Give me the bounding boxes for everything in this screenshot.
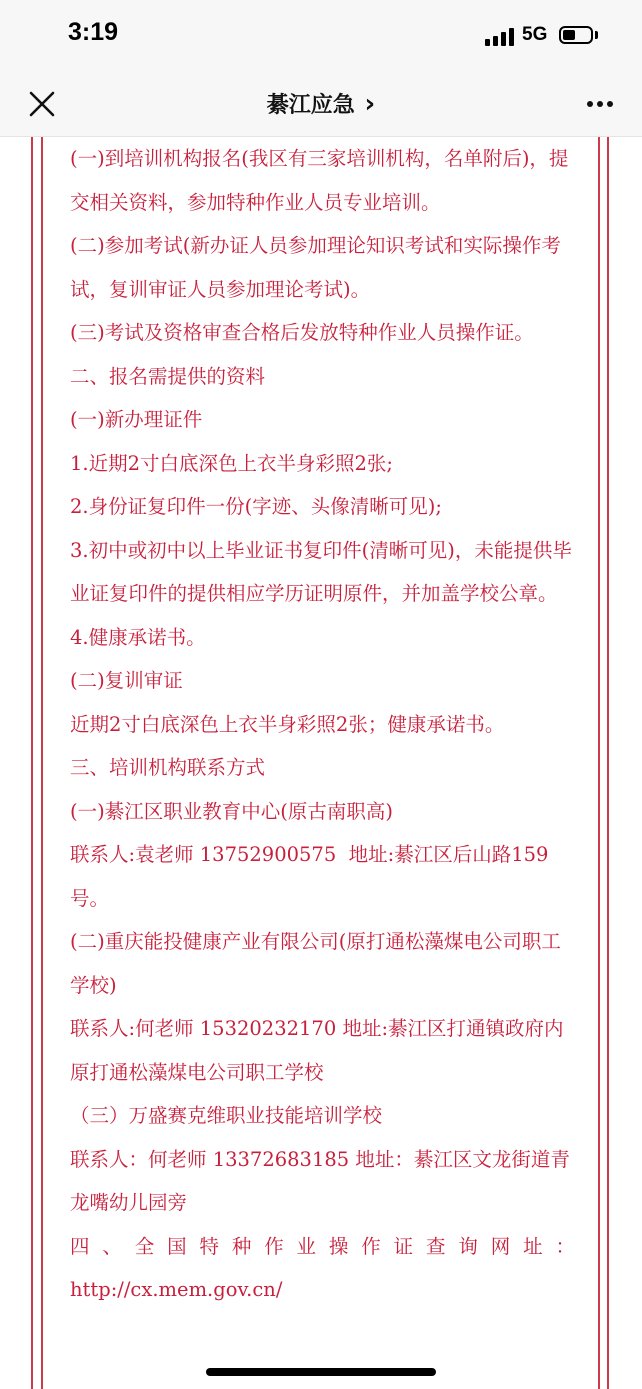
signal-strength-icon: [485, 28, 515, 46]
account-title-link[interactable]: [266, 89, 376, 119]
nav-bar: [0, 72, 642, 137]
frame-border-right-inner: [598, 137, 600, 1389]
query-website-url[interactable]: http://cx.mem.gov.cn/: [70, 1278, 283, 1301]
battery-icon: [559, 26, 593, 44]
institution-3-name: （三）万盛赛克维职业技能培训学校: [70, 1104, 383, 1127]
close-icon[interactable]: [26, 88, 58, 120]
article-text: [70, 137, 575, 1312]
chevron-right-icon: ›: [364, 89, 376, 119]
institution-2-name: (二)重庆能投健康产业有限公司(原打通松藻煤电公司职工学校): [70, 930, 561, 997]
home-indicator[interactable]: [206, 1368, 436, 1376]
paragraph-step-3: (三)考试及资格审查合格后发放特种作业人员操作证。: [70, 321, 534, 344]
institution-3-contact: 联系人：何老师 13372683185 地址：綦江区文龙街道青龙嘴幼儿园旁: [70, 1147, 570, 1214]
material-item-2: 2.身份证复印件一份(字迹、头像清晰可见);: [70, 495, 442, 518]
heading-training-contacts: 三、培训机构联系方式: [70, 756, 266, 779]
heading-required-materials: 二、报名需提供的资料: [70, 364, 266, 388]
institution-1-name: (一)綦江区职业教育中心(原古南职高): [70, 799, 393, 823]
heading-query-website: 四、全国特种作业操作证查询网址：: [70, 1234, 575, 1258]
frame-border-left-outer: [31, 137, 33, 1389]
institution-1-contact: 联系人:袁老师 13752900575 地址:綦江区后山路159号。: [70, 843, 549, 910]
status-time: 3:19: [68, 18, 119, 46]
material-item-3: 3.初中或初中以上毕业证书复印件(清晰可见)，未能提供毕业证复印件的提供相应学历证明原件，并加盖学校公章。: [70, 538, 572, 605]
network-type: 5G: [522, 24, 548, 45]
subheading-new-certificate: (一)新办理证件: [70, 408, 203, 431]
material-item-4: 4.健康承诺书。: [70, 625, 206, 649]
subheading-renewal: (二)复训审证: [70, 669, 183, 692]
account-title: 綦江应急: [266, 93, 355, 118]
paragraph-step-2: (二)参加考试(新办证人员参加理论知识考试和实际操作考试，复训审证人员参加理论考试)。: [70, 234, 561, 301]
account-title-container: [0, 88, 642, 119]
article-content[interactable]: [0, 137, 642, 1389]
frame-border-left-inner: [41, 137, 43, 1389]
renewal-materials: 近期2寸白底深色上衣半身彩照2张；健康承诺书。: [70, 712, 505, 736]
paragraph-step-1: (一)到培训机构报名(我区有三家培训机构，名单附后)，提交相关资料，参加特种作业人员专业培训。: [70, 147, 569, 214]
more-icon[interactable]: [584, 88, 616, 120]
battery-tip: [595, 31, 598, 39]
material-item-1: 1.近期2寸白底深色上衣半身彩照2张;: [70, 451, 393, 475]
status-bar: [0, 0, 642, 72]
frame-border-right-outer: [607, 137, 609, 1389]
institution-2-contact: 联系人:何老师 15320232170 地址:綦江区打通镇政府内原打通松藻煤电公司职工学校: [70, 1017, 564, 1084]
